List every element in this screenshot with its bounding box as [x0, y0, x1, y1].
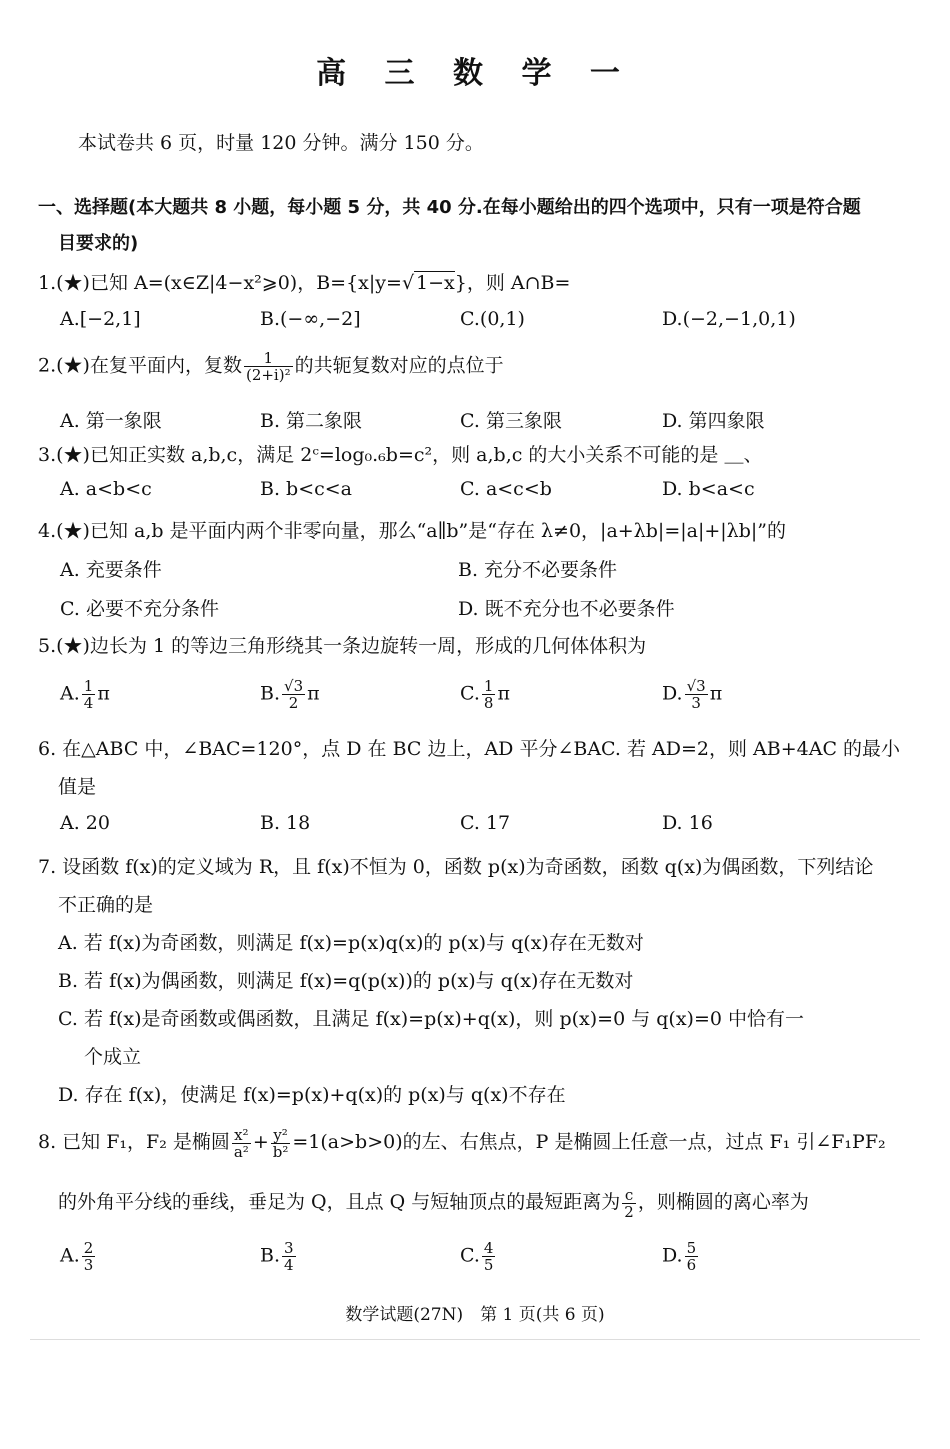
q7-option-d[interactable]: D. 存在 f(x)，使满足 f(x)=p(x)+q(x)的 p(x)与 q(x)不存在	[58, 1084, 566, 1106]
q8-fraction-x: $\frac{\text{x²}}{\text{a²}}$	[233, 1125, 249, 1161]
q3-option-d[interactable]: D. b<a<c	[662, 478, 755, 500]
q8-line2-b: ，则椭圆的离心率为	[637, 1191, 809, 1213]
question-1	[38, 268, 908, 298]
q6-option-a[interactable]: A. 20	[60, 812, 110, 834]
q8-option-c[interactable]: C. $\frac{4}{5}$	[460, 1239, 494, 1274]
divider	[30, 1339, 920, 1340]
q2-option-d[interactable]: D. 第四象限	[662, 410, 765, 432]
q6-options	[60, 812, 900, 846]
q1-text-a: 1.(★)已知 A=(x∈Z|4−x²⩾0)，B={x|y=	[38, 272, 402, 294]
q7-line-1: 7. 设函数 f(x)的定义域为 R，且 f(x)不恒为 0，函数 p(x)为奇函数，函数 q(x)为偶函数，下列结论	[38, 856, 874, 878]
section-line-1: 一、选择题(本大题共 8 小题，每小题 5 分，共 40 分.在每小题给出的四个选项中，只有一项是符合题	[38, 197, 861, 218]
q1-option-a[interactable]: A.[−2,1]	[60, 308, 141, 330]
q1-sqrt-content: 1−x	[416, 272, 455, 294]
q5-option-d[interactable]: D. $\frac{√3}{3}$ π	[662, 677, 723, 712]
q7-option-b[interactable]: B. 若 f(x)为偶函数，则满足 f(x)=q(p(x))的 p(x)与 q(x)存在无数对	[58, 970, 634, 992]
q5-options	[60, 678, 900, 720]
q6-option-c[interactable]: C. 17	[460, 812, 511, 834]
question-5: 5.(★)边长为 1 的等边三角形绕其一条边旋转一周，形成的几何体体积为	[38, 635, 647, 657]
q2-option-b[interactable]: B. 第二象限	[260, 410, 363, 432]
exam-info: 本试卷共 6 页，时量 120 分钟。满分 150 分。	[78, 132, 484, 154]
question-6	[38, 730, 908, 806]
q2-fraction: $\frac{1}{\text{(2+i)²}}$	[245, 349, 291, 384]
question-7	[38, 848, 908, 1114]
q8-text-b: =1(a>b>0)的左、右焦点，P 是椭圆上任意一点，过点 F₁ 引∠F₁PF₂	[292, 1131, 886, 1153]
q6-line-2: 值是	[58, 776, 97, 798]
sqrt-symbol: √	[401, 272, 415, 294]
q8-option-b[interactable]: B. $\frac{3}{4}$	[260, 1239, 294, 1274]
q1-text-b: }，则 A∩B=	[454, 272, 571, 294]
q7-line-2: 不正确的是	[58, 894, 154, 916]
q4-options-row-2	[60, 594, 900, 628]
q5-option-c[interactable]: C. $\frac{1}{8}$ π	[460, 677, 510, 712]
q2-option-a[interactable]: A. 第一象限	[60, 410, 162, 432]
q2-text-b: 的共轭复数对应的点位于	[294, 354, 504, 377]
q8-fraction-c: $\frac{c}{2}$	[624, 1185, 634, 1221]
q2-option-c[interactable]: C. 第三象限	[460, 410, 562, 432]
q1-options	[60, 308, 900, 342]
question-4: 4.(★)已知 a,b 是平面内两个非零向量，那么“a∥b”是“存在 λ≠0，|a+λb|=|a|+|λb|”的	[38, 520, 787, 542]
q8-text-a: 8. 已知 F₁，F₂ 是椭圆	[38, 1131, 230, 1153]
page-footer: 数学试题(27N) 第 1 页(共 6 页)	[345, 1305, 605, 1325]
q7-option-a[interactable]: A. 若 f(x)为奇函数，则满足 f(x)=p(x)q(x)的 p(x)与 q(x)存在无数对	[58, 932, 644, 954]
q5-option-b[interactable]: B. $\frac{√3}{2}$ π	[260, 677, 320, 712]
section-heading	[38, 190, 908, 262]
question-3: 3.(★)已知正实数 a,b,c，满足 2ᶜ=log₀.₆b=c²，则 a,b,c 的大小关系不可能的是 ＿、	[38, 444, 763, 466]
q7-option-c-cont: 个成立	[84, 1046, 142, 1068]
section-line-2: 目要求的)	[58, 233, 139, 254]
q2-options	[60, 406, 900, 440]
q8-line2-a: 的外角平分线的垂线，垂足为 Q，且点 Q 与短轴顶点的最短距离为	[58, 1191, 621, 1213]
q3-options	[60, 478, 900, 512]
q1-option-b[interactable]: B.(−∞,−2]	[260, 308, 361, 330]
q4-option-d[interactable]: D. 既不充分也不必要条件	[458, 598, 675, 620]
q8-option-a[interactable]: A. $\frac{2}{3}$	[60, 1239, 94, 1274]
q8-fraction-y: $\frac{\text{y²}}{\text{b²}}$	[272, 1125, 289, 1161]
q6-line-1: 6. 在△ABC 中，∠BAC=120°，点 D 在 BC 边上，AD 平分∠BAC. 若 AD=2，则 AB+4AC 的最小	[38, 738, 901, 760]
question-8-line-2	[38, 1182, 908, 1222]
page-title: 高 三 数 学 一	[316, 56, 634, 91]
q8-options	[60, 1240, 900, 1282]
q1-option-c[interactable]: C.(0,1)	[460, 308, 525, 330]
q8-option-d[interactable]: D. $\frac{5}{6}$	[662, 1239, 697, 1274]
q3-option-b[interactable]: B. b<c<a	[260, 478, 353, 500]
q3-option-c[interactable]: C. a<c<b	[460, 478, 552, 500]
q4-option-c[interactable]: C. 必要不充分条件	[60, 598, 219, 620]
q6-option-b[interactable]: B. 18	[260, 812, 311, 834]
q4-option-a[interactable]: A. 充要条件	[60, 559, 162, 581]
question-8: 8. 已知 F₁，F₂ 是椭圆 $\frac{\text{x²}}{\text{a²}}$ + $\frac{\text{y²}}{\text{b²}}$ =1(a>b>0)的左、右焦点，P 是椭圆上任意一点，过点 F₁ 引∠F₁PF₂	[38, 1125, 886, 1161]
question-2	[38, 350, 908, 383]
q5-option-a[interactable]: A. $\frac{1}{4}$ π	[60, 677, 110, 712]
q2-text-a: 2.(★)在复平面内，复数	[38, 354, 242, 377]
q4-options-row-1	[60, 555, 900, 589]
q7-option-c[interactable]: C. 若 f(x)是奇函数或偶函数，且满足 f(x)=p(x)+q(x)，则 p(x)=0 与 q(x)=0 中恰有一	[58, 1008, 804, 1030]
q6-option-d[interactable]: D. 16	[662, 812, 713, 834]
q3-option-a[interactable]: A. a<b<c	[60, 478, 152, 500]
q1-option-d[interactable]: D.(−2,−1,0,1)	[662, 308, 796, 330]
q4-option-b[interactable]: B. 充分不必要条件	[458, 559, 618, 581]
